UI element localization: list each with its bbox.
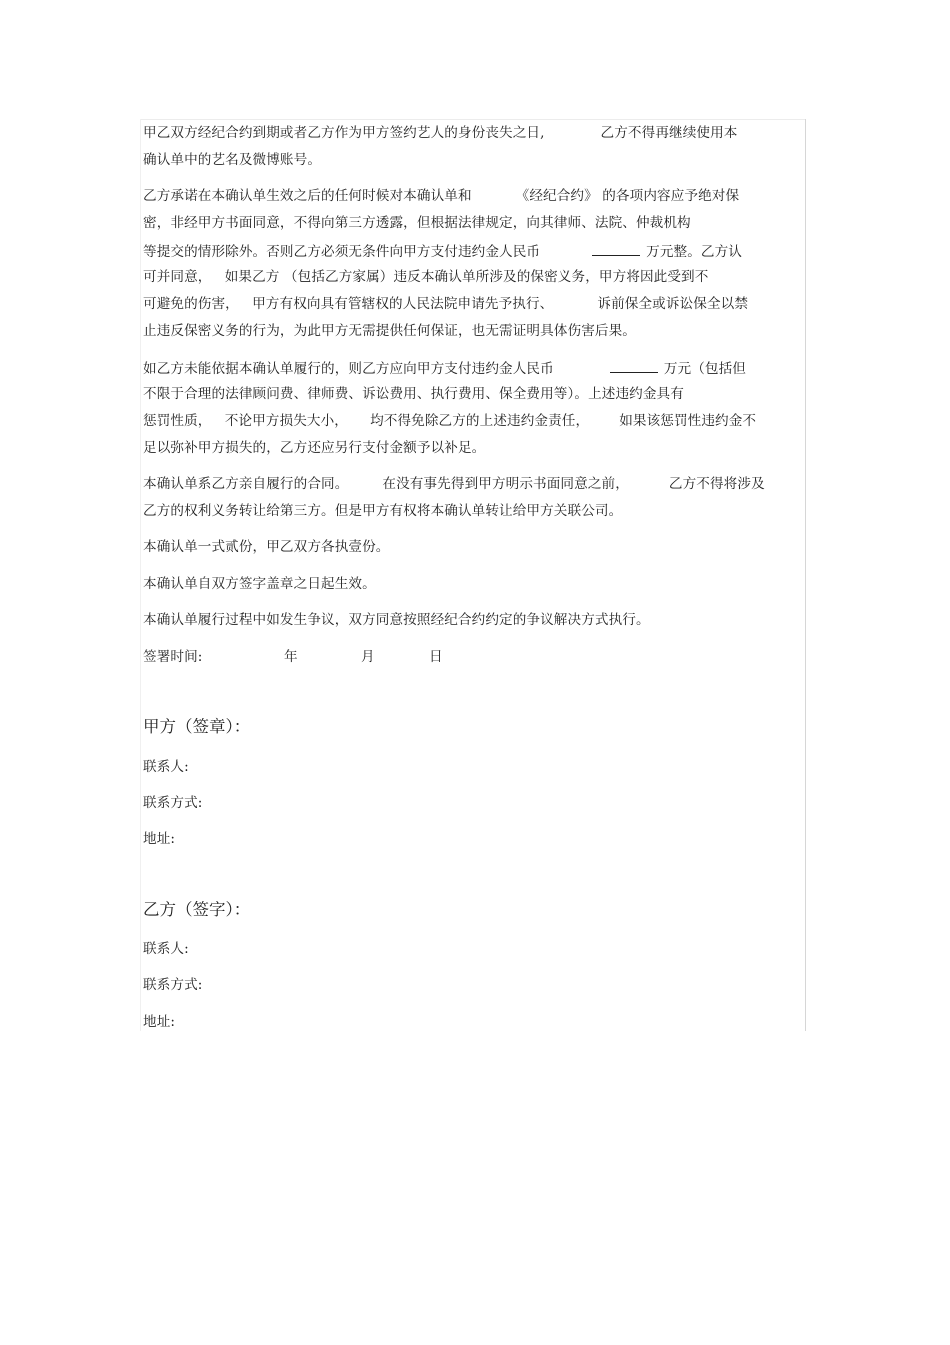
text-segment: 等提交的情形除外。否则乙方必须无条件向甲方支付违约金人民币 xyxy=(143,244,541,260)
text-line xyxy=(143,124,737,142)
text-line: 止违反保密义务的行为，为此甲方无需提供任何保证，也无需证明具体伤害后果。 xyxy=(143,323,636,339)
text-segment: 乙方不得将涉及 xyxy=(668,476,765,492)
party-a-heading: 甲方（签章）： xyxy=(143,717,251,736)
clause-effective-date: 本确认单自双方签字盖章之日起生效。 xyxy=(143,576,376,592)
text-segment: 万元（包括但 xyxy=(663,361,746,377)
text-line xyxy=(143,295,748,313)
text-segment: 本确认单系乙方亲自履行的合同。 xyxy=(143,476,349,492)
text-line xyxy=(143,475,765,493)
text-line xyxy=(143,241,742,261)
text-segment: 如果该惩罚性违约金不 xyxy=(619,413,757,429)
text-segment: 诉前保全或诉讼保全以禁 xyxy=(597,296,749,312)
clause-copies: 本确认单一式贰份，甲乙双方各执壹份。 xyxy=(143,539,390,555)
page-frame-left xyxy=(140,119,141,1031)
party-a-contact-method: 联系方式: xyxy=(143,795,203,811)
text-line xyxy=(143,187,739,205)
text-segment: 乙方承诺在本确认单生效之后的任何时候对本确认单和 xyxy=(143,188,472,204)
amount-blank xyxy=(592,241,640,256)
signing-time-label: 签署时间: xyxy=(143,649,203,665)
text-segment: 甲乙双方经纪合约到期或者乙方作为甲方签约艺人的身份丧失之日, xyxy=(143,125,545,141)
text-line: 足以弥补甲方损失的，乙方还应另行支付金额予以补足。 xyxy=(143,440,486,456)
signing-day: 日 xyxy=(429,649,443,665)
party-b-contact-method: 联系方式: xyxy=(143,977,203,993)
text-segment: 万元整。乙方认 xyxy=(646,244,742,260)
page-frame-top xyxy=(140,119,806,120)
signing-month: 月 xyxy=(361,649,375,665)
clause-dispute-resolution: 本确认单履行过程中如发生争议，双方同意按照经纪合约约定的争议解决方式执行。 xyxy=(143,612,650,628)
text-segment: 惩罚性质， 不论甲方损失大小， 均不得免除乙方的上述违约金责任， xyxy=(143,413,590,429)
party-a-address: 地址: xyxy=(143,831,176,847)
text-line xyxy=(143,358,746,378)
signing-year: 年 xyxy=(284,649,298,665)
text-segment: 乙方不得再继续使用本 xyxy=(600,125,738,141)
text-line: 乙方的权利义务转让给第三方。但是甲方有权将本确认单转让给甲方关联公司。 xyxy=(143,503,623,519)
amount-blank xyxy=(610,358,658,373)
text-segment: 在没有事先得到甲方明示书面同意之前， xyxy=(382,476,629,492)
text-line xyxy=(143,412,756,430)
text-segment: 《经纪合约》 的各项内容应予绝对保 xyxy=(515,188,740,204)
text-line: 密，非经甲方书面同意，不得向第三方透露，但根据法律规定，向其律师、法院、仲裁机构 xyxy=(143,215,691,231)
text-line: 可并同意， 如果乙方 （包括乙方家属）违反本确认单所涉及的保密义务，甲方将因此受到不 xyxy=(143,269,709,285)
text-line: 不限于合理的法律顾问费、律师费、诉讼费用、执行费用、保全费用等）。上述违约金具有 xyxy=(143,386,684,402)
text-segment: 可避免的伤害， 甲方有权向具有管辖权的人民法院申请先予执行、 xyxy=(143,296,554,312)
party-b-contact-person: 联系人: xyxy=(143,941,189,957)
text-line: 确认单中的艺名及微博账号。 xyxy=(143,152,322,168)
party-b-heading: 乙方（签字）： xyxy=(143,900,251,919)
text-segment: 如乙方未能依据本确认单履行的，则乙方应向甲方支付违约金人民币 xyxy=(143,361,554,377)
party-a-contact-person: 联系人: xyxy=(143,759,189,775)
page-frame-right xyxy=(805,119,806,1031)
party-b-address: 地址: xyxy=(143,1014,176,1030)
